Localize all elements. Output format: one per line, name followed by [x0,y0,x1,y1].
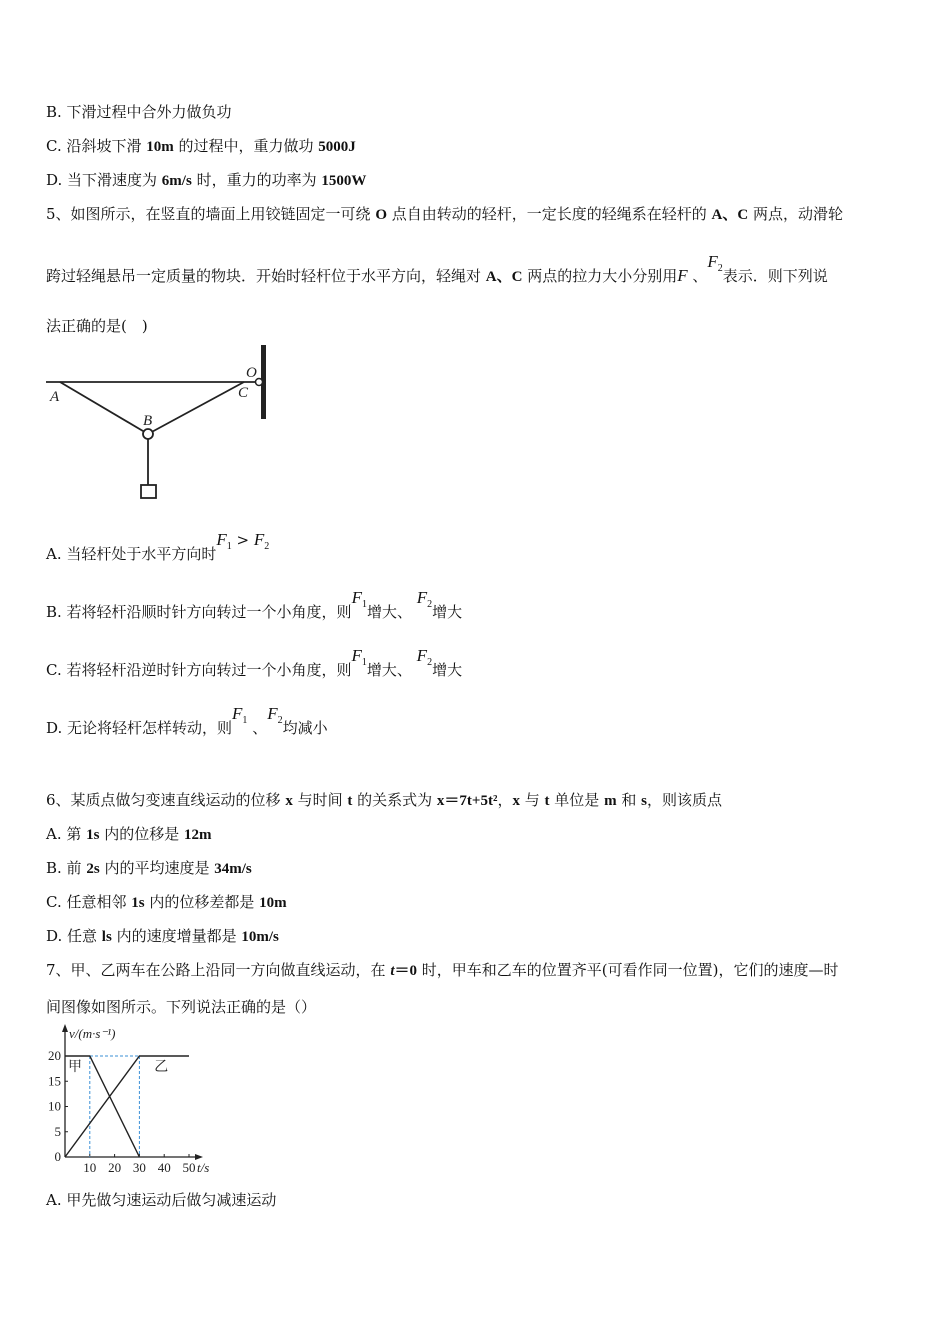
label-a: A [50,389,60,405]
label-o: O [246,365,257,381]
q5-option-b: B. 若将轻杆沿顺时针方向转过一个小角度，则$F_1$增大、 $F_2$增大 [46,588,463,621]
q5-option-a: A. 当轻杆处于水平方向时$F_1 > F_2$ [46,530,270,563]
y-tick-label: 0 [54,1149,61,1164]
series-line-yi [65,1056,189,1157]
q5-option-c: C. 若将轻杆沿逆时针方向转过一个小角度，则$F_1$增大、 $F_2$增大 [46,646,463,679]
x-tick-label: 10 [83,1160,97,1175]
label-c: C [238,385,249,401]
q5-stem-line2: 跨过轻绳悬吊一定质量的物块．开始时轻杆位于水平方向，轻绳对 A、C 两点的拉力大小分别用F 、$F_2$表示．则下列说 [46,252,828,285]
y-tick-label: 10 [48,1098,61,1114]
series-label-jia: 甲 [68,1060,82,1076]
q6-option-b: B. 前 2s 内的平均速度是 34m/s [46,859,252,877]
q7-option-a: A. 甲先做匀速运动后做匀减速运动 [46,1191,277,1209]
q5-stem-line3: 法正确的是( ) [46,317,148,335]
q5-option-d: D. 无论将轻杆怎样转动，则$F_1$ 、$F_2$均减小 [46,704,328,737]
y-tick-label: 15 [48,1073,61,1089]
q7-stem-line2: 间图像如图所示。下列说法正确的是（） [46,998,317,1016]
x-tick-label: 30 [132,1160,146,1175]
x-tick-label: 50 [182,1160,196,1175]
pulley [143,429,153,439]
vt-chart [40,1024,230,1176]
y-tick-label: 20 [48,1048,61,1063]
x-tick-label: 40 [157,1160,171,1175]
series-label-yi: 乙 [154,1060,169,1076]
x-tick-label: 20 [108,1160,122,1175]
q7-stem-line1: 7、甲、乙两车在公路上沿同一方向做直线运动，在 t＝0 时，甲车和乙车的位置齐平(可看作同一位置)，它们的速度—时 [46,961,839,979]
y-axis-label: v/(m·s⁻¹) [69,1026,116,1041]
q5-figure [40,340,280,510]
rope-right [148,382,244,434]
y-tick-label: 5 [54,1123,61,1139]
q4-option-d: D. 当下滑速度为 6m/s 时，重力的功率为 1500W [46,171,367,189]
q5-stem-line1: 5、如图所示，在竖直的墙面上用铰链固定一可绕 O 点自由转动的轻杆，一定长度的轻绳系在轻杆的 A、C 两点，动滑轮 [46,205,843,223]
block [141,485,156,498]
x-axis-label: t/s [197,1160,210,1175]
rope-left [60,382,148,434]
q4-option-c: C. 沿斜坡下滑 10m 的过程中，重力做功 5000J [46,137,356,155]
q6-stem: 6、某质点做匀变速直线运动的位移 x 与时间 t 的关系式为 x＝7t+5t²，x 与 t 单位是 m 和 s，则该质点 [46,791,722,809]
y-axis-arrow [62,1024,68,1032]
q4-option-b: B. 下滑过程中合外力做负功 [46,103,232,121]
q6-option-c: C. 任意相邻 1s 内的位移差都是 10m [46,893,287,911]
q6-option-a: A. 第 1s 内的位移是 12m [46,825,212,843]
label-b: B [143,413,153,429]
q6-option-d: D. 任意 ls 内的速度增量都是 10m/s [46,927,279,945]
